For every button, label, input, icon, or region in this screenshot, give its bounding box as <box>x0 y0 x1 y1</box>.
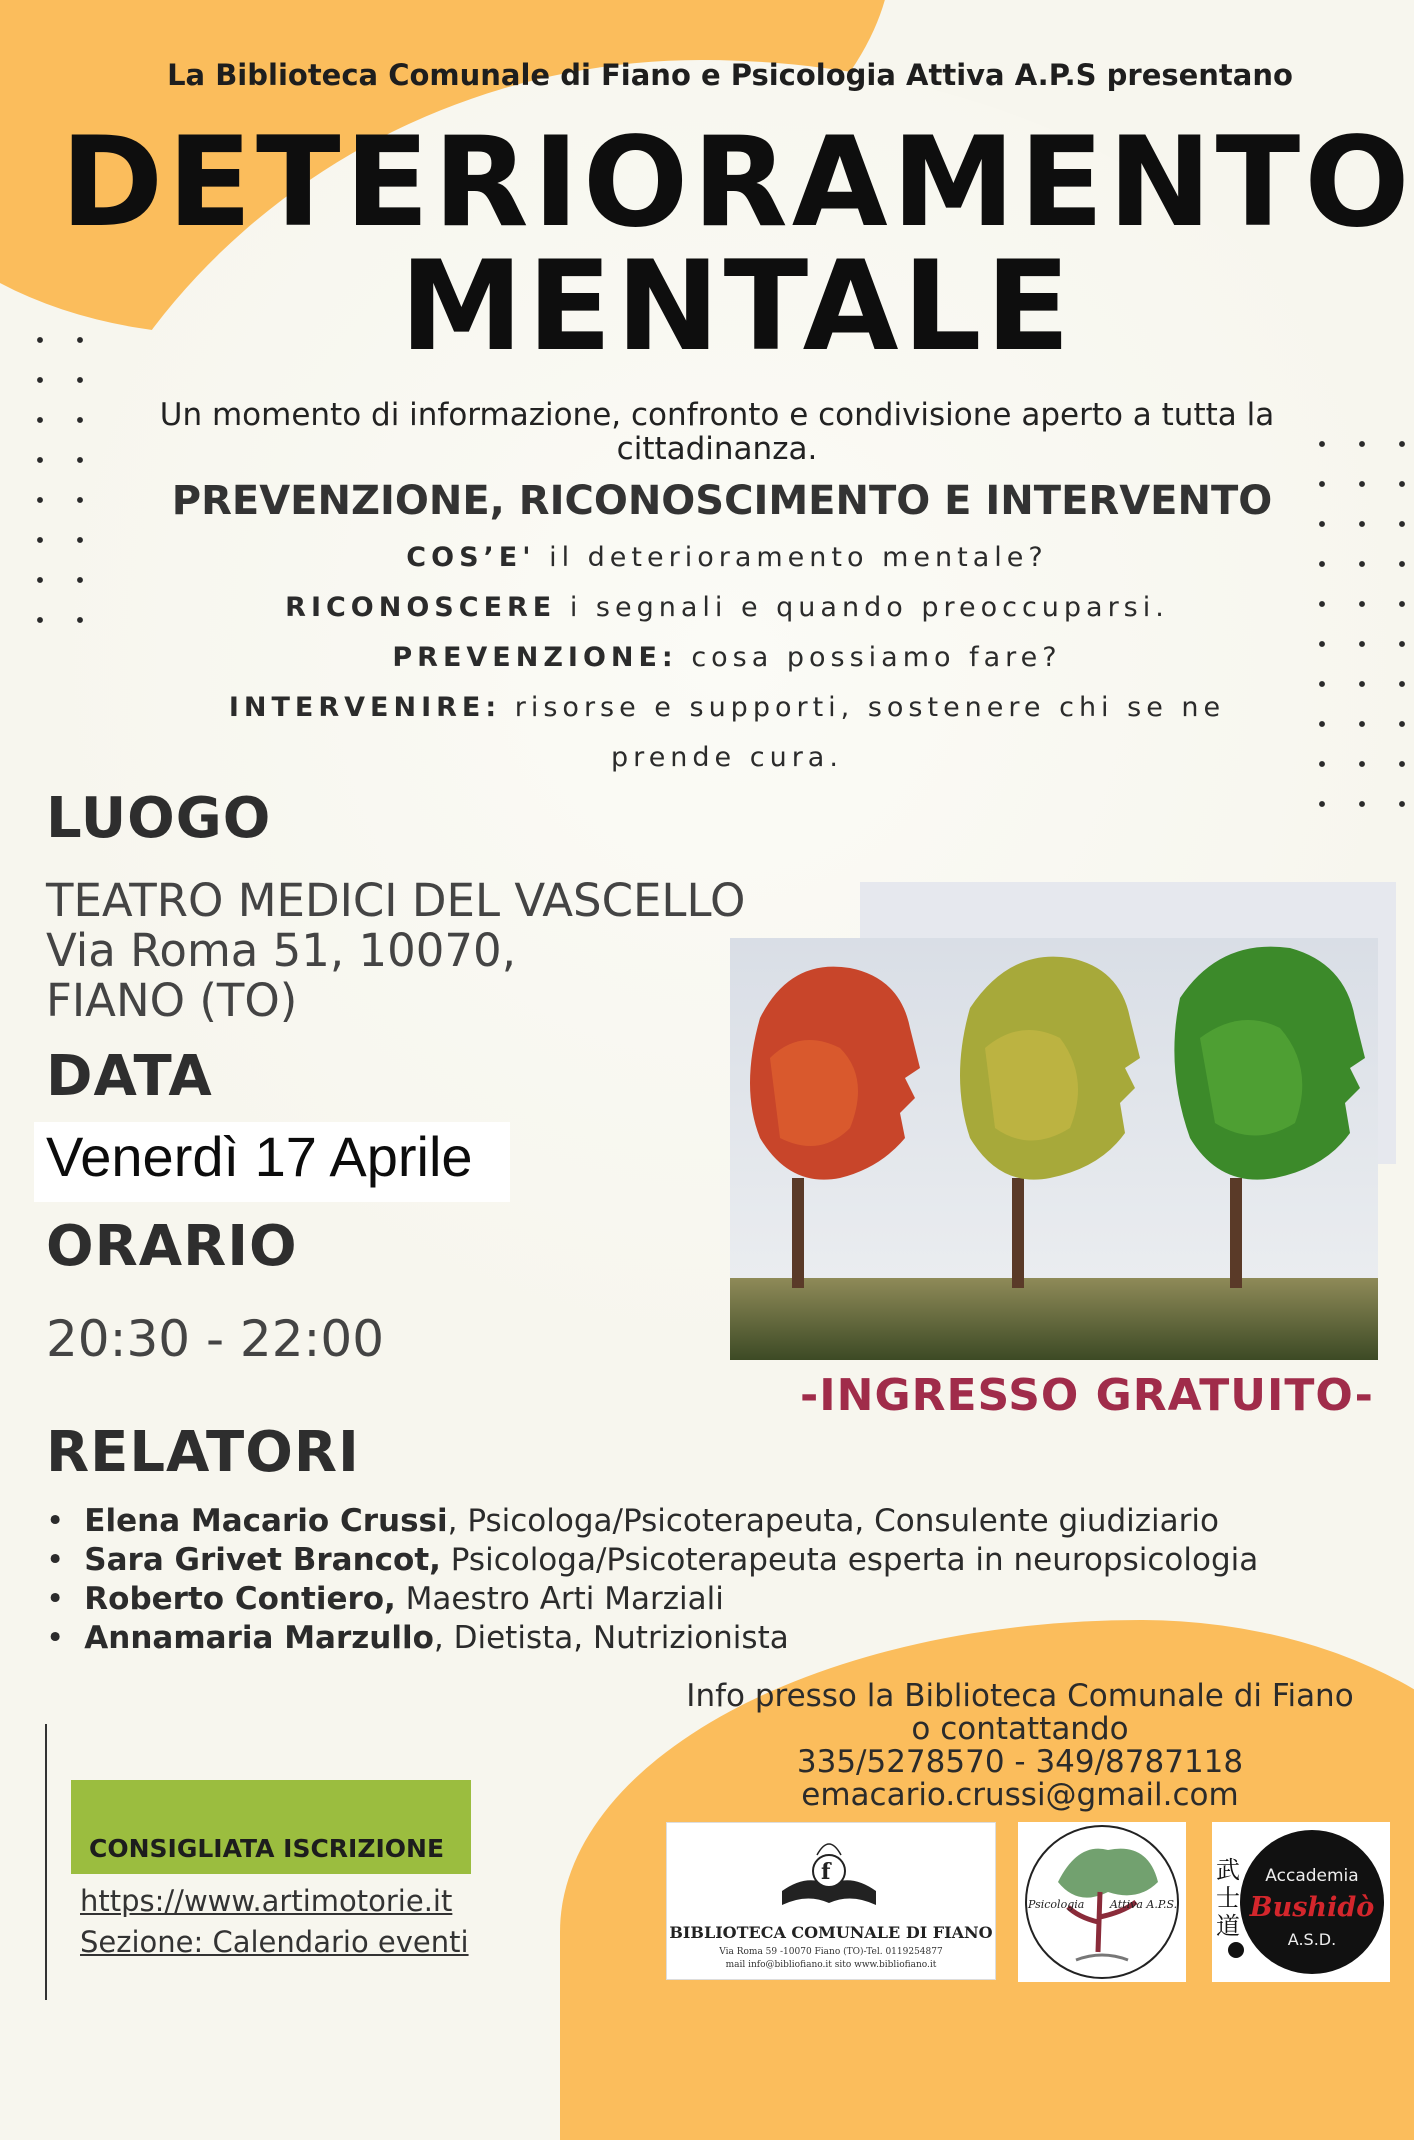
registration-label: CONSIGLIATA ISCRIZIONE <box>89 1834 445 1863</box>
speaker-list <box>46 1502 1258 1658</box>
registration-link[interactable]: https://www.artimotorie.it <box>80 1884 453 1918</box>
event-date: Venerdì 17 Aprile <box>46 1125 473 1188</box>
speaker-role: Maestro Arti Marziali <box>395 1581 724 1617</box>
event-time: 20:30 - 22:00 <box>46 1310 385 1368</box>
speaker-item <box>46 1502 1258 1541</box>
speaker-name: Annamaria Marzullo <box>84 1620 434 1656</box>
topic-item-bold: INTERVENIRE: <box>228 692 502 723</box>
speaker-role: , Psicologa/Psicoterapeuta, Consulente giudiziario <box>447 1503 1219 1539</box>
bushido-kanji: 武 士 道 <box>1216 1856 1240 1940</box>
info-email[interactable]: emacario.crussi@gmail.com <box>801 1777 1239 1813</box>
topic-item <box>0 642 1414 673</box>
biblioteca-logo-mark: f <box>821 1859 831 1885</box>
speaker-role: Psicologa/Psicoterapeuta esperta in neuropsicologia <box>440 1542 1259 1578</box>
topic-item-text: il deterioramento mentale? <box>535 542 1048 573</box>
title-line-1: DETERIORAMENTO <box>60 111 1414 255</box>
free-entry-banner: -INGRESSO GRATUITO- <box>800 1370 1374 1421</box>
topic-item <box>0 542 1414 573</box>
luogo-label: LUOGO <box>46 786 272 851</box>
orario-label: ORARIO <box>46 1214 298 1279</box>
bushido-middle-text: Bushidò <box>1249 1892 1375 1923</box>
topic-item <box>0 592 1414 623</box>
topic-item-bold: COS’E' <box>406 542 536 573</box>
topic-continuation: prende cura. <box>611 742 843 773</box>
psicologia-left-text: Psicologia <box>1028 1898 1085 1911</box>
info-phones: 335/5278570 - 349/8787118 <box>796 1744 1244 1780</box>
speaker-item <box>46 1580 1258 1619</box>
registration-section[interactable]: Sezione: Calendario eventi <box>80 1925 469 1959</box>
topic-item <box>0 692 1414 723</box>
topic-item-bold: RICONOSCERE <box>285 592 557 623</box>
speaker-role: , Dietista, Nutrizionista <box>433 1620 789 1656</box>
psicologia-attiva-logo <box>1018 1822 1186 1982</box>
speaker-item <box>46 1541 1258 1580</box>
data-label: DATA <box>46 1044 213 1109</box>
info-line-2: o contattando <box>911 1711 1129 1747</box>
relatori-label: RELATORI <box>46 1420 360 1485</box>
biblioteca-logo <box>666 1822 996 1980</box>
venue-city: FIANO (TO) <box>46 974 298 1027</box>
psicologia-right-text: Attiva A.P.S. <box>1110 1898 1178 1911</box>
bushido-logo <box>1212 1822 1390 1982</box>
speaker-item <box>46 1619 1258 1658</box>
presenter-line: La Biblioteca Comunale di Fiano e Psicologia Attiva A.P.S presentano <box>167 58 1293 92</box>
trees-heads-image <box>730 938 1378 1360</box>
left-divider-line <box>45 1724 47 2000</box>
topic-item-bold: PREVENZIONE: <box>392 642 678 673</box>
biblioteca-logo-address: Via Roma 59 -10070 Fiano (TO)-Tel. 0119254877 <box>719 1947 943 1957</box>
speaker-name: Elena Macario Crussi <box>84 1503 448 1539</box>
venue-name: TEATRO MEDICI DEL VASCELLO <box>46 874 746 927</box>
contact-info <box>640 1680 1400 1812</box>
biblioteca-logo-name: BIBLIOTECA COMUNALE DI FIANO <box>669 1923 993 1942</box>
title-line-2: MENTALE <box>399 235 1075 379</box>
bushido-top-text: Accademia <box>1265 1866 1359 1886</box>
venue-street: Via Roma 51, 10070, <box>46 924 516 977</box>
speaker-name: Sara Grivet Brancot, <box>84 1542 441 1578</box>
info-line-1: Info presso la Biblioteca Comunale di Fiano <box>686 1678 1354 1714</box>
bushido-bottom-text: A.S.D. <box>1287 1930 1337 1949</box>
topic-item-text: risorse e supporti, sostenere chi se ne <box>501 692 1226 723</box>
topic-item-text: cosa possiamo fare? <box>677 642 1062 673</box>
topics-heading: PREVENZIONE, RICONOSCIMENTO E INTERVENTO <box>171 478 1273 524</box>
intro-text: Un momento di informazione, confronto e condivisione aperto a tutta la cittadinanza. <box>159 397 1275 467</box>
speaker-name: Roberto Contiero, <box>84 1581 396 1617</box>
topic-item-text: i segnali e quando preoccuparsi. <box>556 592 1169 623</box>
biblioteca-logo-contact: mail info@bibliofiano.it sito www.bibliofiano.it <box>725 1960 937 1970</box>
